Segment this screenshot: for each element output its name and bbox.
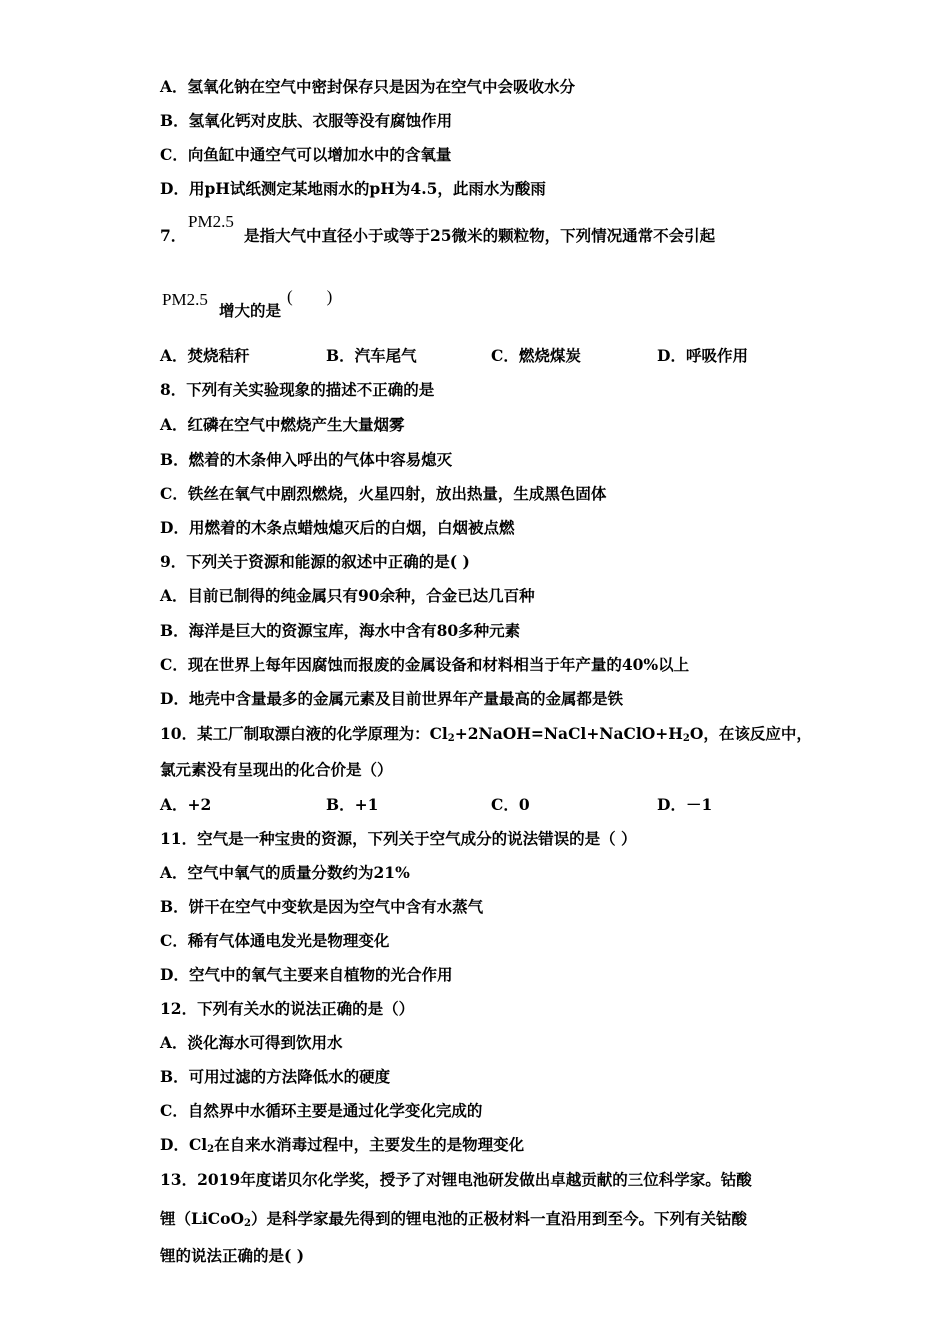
q10-option-b: B．+1 (326, 795, 379, 814)
q10-subscript-1: 2 (447, 733, 455, 744)
q8-option-b: B．燃着的木条伸入呼出的气体中容易熄灭 (160, 450, 453, 469)
q13-stem-line2 (160, 1209, 747, 1229)
q12-option-c: C．自然界中水循环主要是通过化学变化完成的 (160, 1101, 483, 1120)
q9-option-b: B．海洋是巨大的资源宝库，海水中含有80多种元素 (160, 621, 521, 640)
q13-stem-line2-part2: ）是科学家最先得到的锂电池的正极材料一直沿用到至今。下列有关钴酸 (250, 1209, 747, 1228)
q7-answer-blank: ( ) (287, 287, 333, 306)
q7-option-d: D．呼吸作用 (657, 346, 748, 365)
q11-option-b: B．饼干在空气中变软是因为空气中含有水蒸气 (160, 897, 484, 916)
q11-stem: 11．空气是一种宝贵的资源，下列关于空气成分的说法错误的是（ ） (160, 829, 637, 848)
q12-option-d (160, 1135, 524, 1155)
q12-option-d-subscript: 2 (207, 1144, 215, 1155)
q6-option-b: B．氢氧化钙对皮肤、衣服等没有腐蚀作用 (160, 111, 453, 130)
q12-stem: 12．下列有关水的说法正确的是（） (160, 999, 415, 1018)
q10-option-a: A．+2 (160, 795, 212, 814)
q13-stem-line3: 锂的说法正确的是( ) (160, 1246, 305, 1265)
q9-option-d: D．地壳中含量最多的金属元素及目前世界年产量最高的金属都是铁 (160, 689, 623, 708)
q7-stem-line2: 增大的是 (219, 301, 282, 320)
q10-stem-line2: 氯元素没有呈现出的化合价是（） (160, 760, 393, 779)
q13-subscript: 2 (243, 1218, 251, 1229)
q6-option-c: C．向鱼缸中通空气可以增加水中的含氧量 (160, 145, 452, 164)
q12-option-a: A．淡化海水可得到饮用水 (160, 1033, 343, 1052)
q12-option-d-part2: 在自来水消毒过程中，主要发生的是物理变化 (214, 1135, 525, 1154)
q10-option-d: D．－1 (657, 795, 713, 814)
q7-number: 7． (160, 226, 187, 245)
q7-option-a: A．焚烧秸秆 (160, 346, 250, 365)
q13-stem-line1: 13．2019年度诺贝尔化学奖，授予了对锂电池研发做出卓越贡献的三位科学家。钴酸 (160, 1170, 752, 1189)
q10-stem-part2: +2NaOH=NaCl+NaClO+H (454, 724, 683, 743)
q6-option-a: A．氢氧化钠在空气中密封保存只是因为在空气中会吸收水分 (160, 77, 576, 96)
q9-stem: 9．下列关于资源和能源的叙述中正确的是( ) (160, 552, 470, 571)
q7-pm25-formula-2: PM2.5 (162, 290, 208, 309)
q7-option-b: B．汽车尾气 (326, 346, 417, 365)
q7-stem-line1: 是指大气中直径小于或等于25微米的颗粒物，下列情况通常不会引起 (244, 226, 716, 245)
q7-option-c: C．燃烧煤炭 (491, 346, 581, 365)
q10-stem-line1 (160, 724, 812, 744)
q8-option-a: A．红磷在空气中燃烧产生大量烟雾 (160, 415, 405, 434)
q9-option-c: C．现在世界上每年因腐蚀而报废的金属设备和材料相当于年产量的40%以上 (160, 655, 690, 674)
q11-option-c: C．稀有气体通电发光是物理变化 (160, 931, 390, 950)
q13-stem-line2-part1: 锂（LiCoO (160, 1209, 244, 1228)
q7-pm25-formula: PM2.5 (188, 212, 234, 231)
q8-option-c: C．铁丝在氧气中剧烈燃烧，火星四射，放出热量，生成黑色固体 (160, 484, 607, 503)
q12-option-d-part1: D．Cl (160, 1135, 208, 1154)
q10-option-c: C．0 (491, 795, 530, 814)
q10-stem-part3: O，在该反应中， (689, 724, 812, 743)
q11-option-d: D．空气中的氧气主要来自植物的光合作用 (160, 965, 453, 984)
q8-stem: 8．下列有关实验现象的描述不正确的是 (160, 380, 435, 399)
q8-option-d: D．用燃着的木条点蜡烛熄灭后的白烟，白烟被点燃 (160, 518, 515, 537)
q10-subscript-2: 2 (682, 733, 690, 744)
q6-option-d: D．用pH试纸测定某地雨水的pH为4.5，此雨水为酸雨 (160, 179, 546, 198)
q10-stem-part1: 10．某工厂制取漂白液的化学原理为：Cl (160, 724, 448, 743)
q11-option-a: A．空气中氧气的质量分数约为21% (160, 863, 410, 882)
q9-option-a: A．目前已制得的纯金属只有90余种，合金已达几百种 (160, 586, 535, 605)
q12-option-b: B．可用过滤的方法降低水的硬度 (160, 1067, 391, 1086)
